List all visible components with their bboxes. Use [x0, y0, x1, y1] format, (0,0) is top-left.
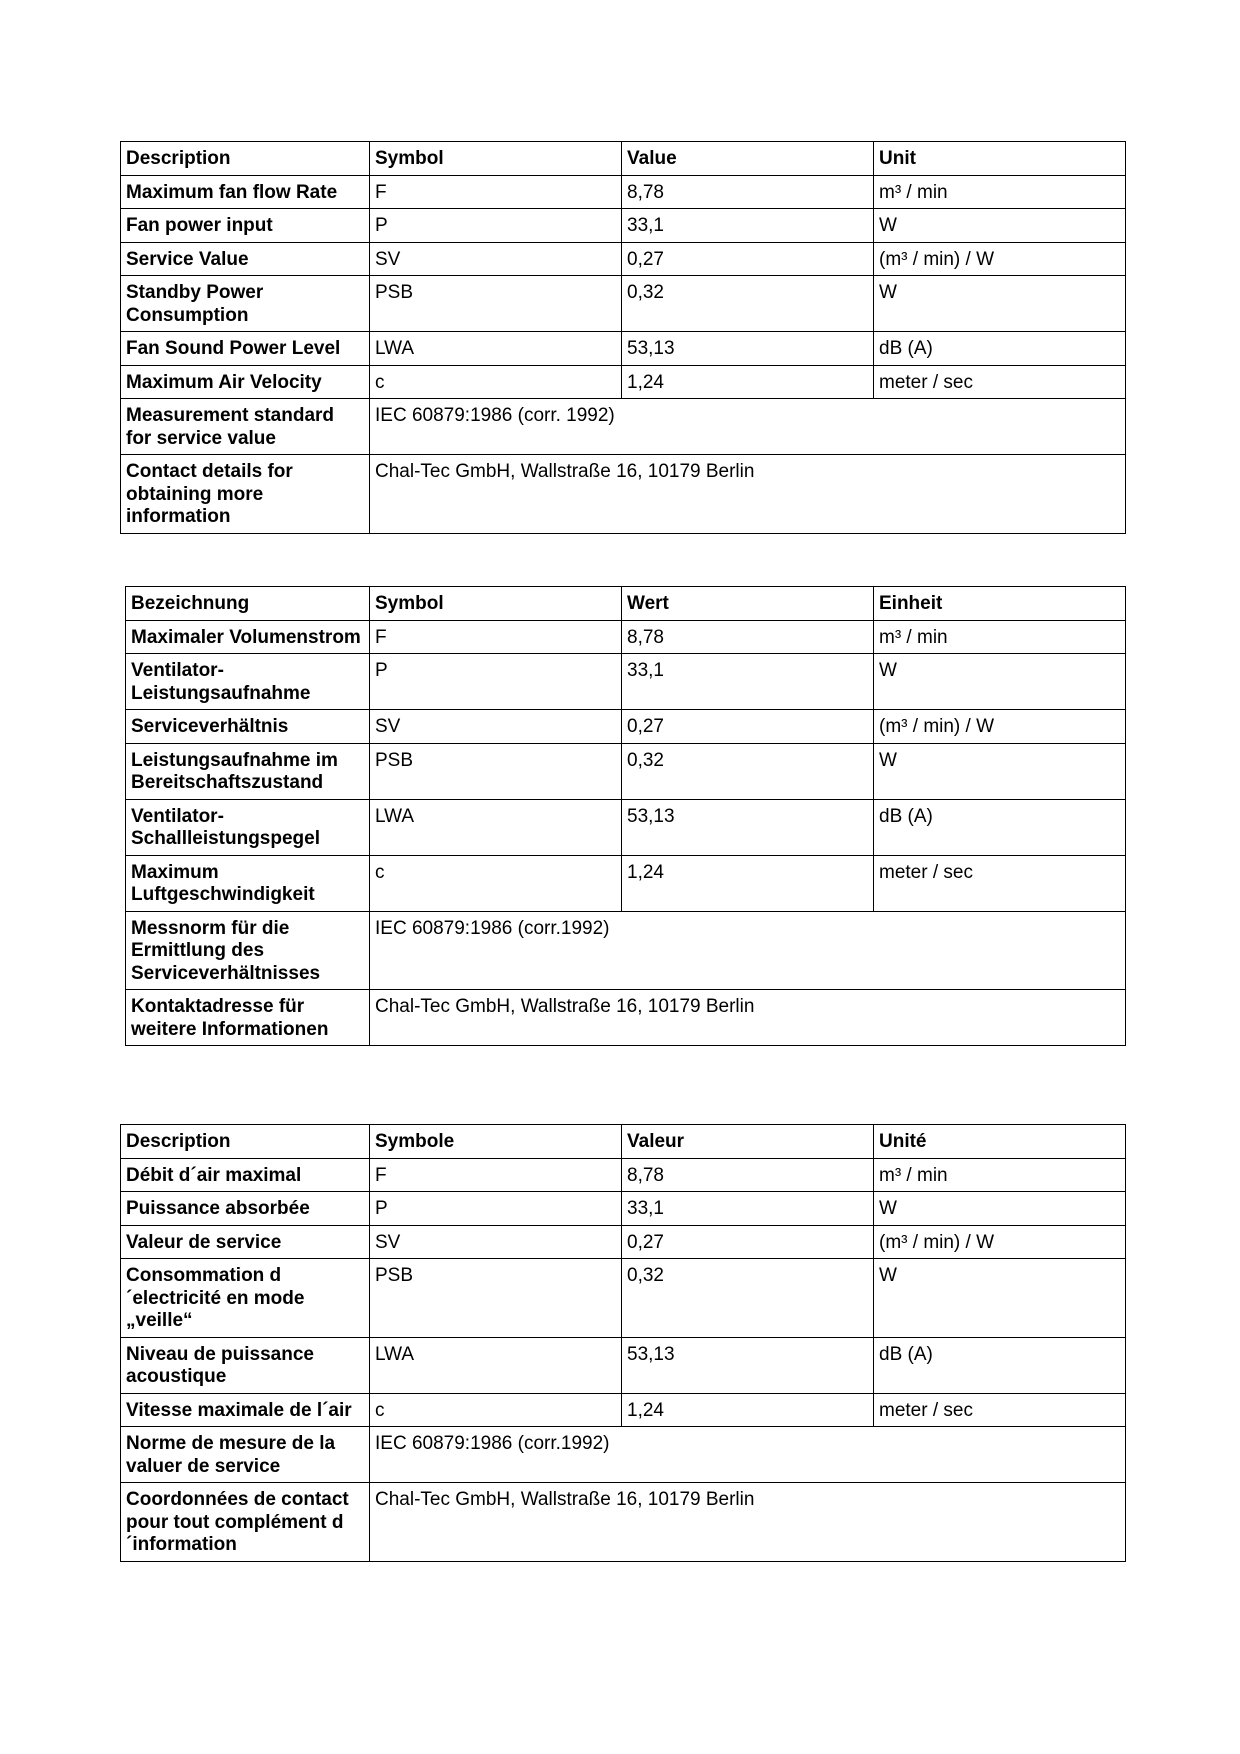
table-row — [126, 654, 1126, 710]
table-row — [121, 1225, 1126, 1259]
row-unit: meter / sec — [874, 855, 1126, 911]
table-row — [126, 710, 1126, 744]
table-row — [121, 1192, 1126, 1226]
header-value: Value — [622, 142, 874, 176]
row-value: 53,13 — [622, 799, 874, 855]
row-symbol: LWA — [370, 799, 622, 855]
row-unit: W — [874, 276, 1126, 332]
row-symbol: F — [370, 620, 622, 654]
row-label: Kontaktadresse für weitere Informationen — [126, 990, 370, 1046]
row-label: Vitesse maximale de l´air — [121, 1393, 370, 1427]
row-merged-value: Chal-Tec GmbH, Wallstraße 16, 10179 Berlin — [370, 455, 1126, 534]
header-value: Valeur — [622, 1125, 874, 1159]
row-symbol: P — [370, 209, 622, 243]
header-description: Bezeichnung — [126, 587, 370, 621]
row-symbol: LWA — [370, 332, 622, 366]
table-row-span — [126, 911, 1126, 990]
row-value: 0,27 — [622, 1225, 874, 1259]
spec-table-german — [125, 586, 1126, 1046]
row-value: 0,32 — [622, 1259, 874, 1338]
row-unit: W — [874, 1192, 1126, 1226]
row-unit: (m³ / min) / W — [874, 242, 1126, 276]
row-label: Niveau de puissance acoustique — [121, 1337, 370, 1393]
row-label: Leistungsaufnahme im Bereitschaftszustand — [126, 743, 370, 799]
row-label: Messnorm für die Ermittlung des Serviceverhältnisses — [126, 911, 370, 990]
row-merged-value: IEC 60879:1986 (corr. 1992) — [370, 399, 1126, 455]
table-row-span — [126, 990, 1126, 1046]
row-label: Débit d´air maximal — [121, 1158, 370, 1192]
row-label: Ventilator-Schallleistungspegel — [126, 799, 370, 855]
row-merged-value: Chal-Tec GmbH, Wallstraße 16, 10179 Berlin — [370, 990, 1126, 1046]
row-merged-value: IEC 60879:1986 (corr.1992) — [370, 911, 1126, 990]
row-value: 0,32 — [622, 743, 874, 799]
table-row — [121, 1158, 1126, 1192]
header-unit: Unité — [874, 1125, 1126, 1159]
row-value: 0,27 — [622, 242, 874, 276]
table-row — [121, 1259, 1126, 1338]
row-label: Maximaler Volumenstrom — [126, 620, 370, 654]
row-unit: W — [874, 654, 1126, 710]
table-row — [121, 332, 1126, 366]
row-value: 33,1 — [622, 654, 874, 710]
row-symbol: P — [370, 654, 622, 710]
table-row — [121, 1393, 1126, 1427]
row-symbol: LWA — [370, 1337, 622, 1393]
row-symbol: PSB — [370, 276, 622, 332]
row-label: Ventilator-Leistungsaufnahme — [126, 654, 370, 710]
row-symbol: SV — [370, 242, 622, 276]
row-symbol: F — [370, 1158, 622, 1192]
row-symbol: F — [370, 175, 622, 209]
row-unit: meter / sec — [874, 365, 1126, 399]
row-symbol: SV — [370, 710, 622, 744]
row-value: 0,27 — [622, 710, 874, 744]
header-symbol: Symbole — [370, 1125, 622, 1159]
row-symbol: PSB — [370, 1259, 622, 1338]
table-row — [121, 365, 1126, 399]
header-symbol: Symbol — [370, 142, 622, 176]
row-value: 8,78 — [622, 1158, 874, 1192]
row-value: 1,24 — [622, 1393, 874, 1427]
row-label: Measurement standard for service value — [121, 399, 370, 455]
header-row — [126, 587, 1126, 621]
row-label: Service Value — [121, 242, 370, 276]
row-merged-value: Chal-Tec GmbH, Wallstraße 16, 10179 Berlin — [370, 1483, 1126, 1562]
header-row — [121, 142, 1126, 176]
row-label: Consommation d´electricité en mode „veille“ — [121, 1259, 370, 1338]
table-row — [126, 620, 1126, 654]
row-unit: (m³ / min) / W — [874, 1225, 1126, 1259]
row-unit: (m³ / min) / W — [874, 710, 1126, 744]
row-unit: meter / sec — [874, 1393, 1126, 1427]
row-value: 1,24 — [622, 855, 874, 911]
table-row-span — [121, 399, 1126, 455]
row-label: Norme de mesure de la valuer de service — [121, 1427, 370, 1483]
row-label: Fan Sound Power Level — [121, 332, 370, 366]
row-label: Maximum Air Velocity — [121, 365, 370, 399]
row-unit: W — [874, 743, 1126, 799]
row-label: Valeur de service — [121, 1225, 370, 1259]
row-value: 8,78 — [622, 620, 874, 654]
row-label: Serviceverhältnis — [126, 710, 370, 744]
table-row — [121, 175, 1126, 209]
row-symbol: c — [370, 365, 622, 399]
row-label: Fan power input — [121, 209, 370, 243]
row-unit: dB (A) — [874, 799, 1126, 855]
table-row — [121, 276, 1126, 332]
row-value: 53,13 — [622, 1337, 874, 1393]
row-unit: dB (A) — [874, 332, 1126, 366]
row-label: Maximum Luftgeschwindigkeit — [126, 855, 370, 911]
table-row-span — [121, 1483, 1126, 1562]
row-unit: W — [874, 1259, 1126, 1338]
row-value: 1,24 — [622, 365, 874, 399]
row-symbol: SV — [370, 1225, 622, 1259]
row-label: Standby Power Consumption — [121, 276, 370, 332]
row-unit: m³ / min — [874, 620, 1126, 654]
table-row — [121, 1337, 1126, 1393]
row-unit: m³ / min — [874, 1158, 1126, 1192]
row-symbol: c — [370, 855, 622, 911]
table-row — [121, 209, 1126, 243]
header-description: Description — [121, 142, 370, 176]
row-label: Puissance absorbée — [121, 1192, 370, 1226]
row-symbol: P — [370, 1192, 622, 1226]
row-merged-value: IEC 60879:1986 (corr.1992) — [370, 1427, 1126, 1483]
row-unit: dB (A) — [874, 1337, 1126, 1393]
row-label: Maximum fan flow Rate — [121, 175, 370, 209]
row-symbol: c — [370, 1393, 622, 1427]
header-unit: Unit — [874, 142, 1126, 176]
row-unit: m³ / min — [874, 175, 1126, 209]
table-row-span — [121, 1427, 1126, 1483]
row-symbol: PSB — [370, 743, 622, 799]
row-value: 33,1 — [622, 1192, 874, 1226]
row-unit: W — [874, 209, 1126, 243]
spec-table-english — [120, 141, 1126, 534]
header-value: Wert — [622, 587, 874, 621]
row-value: 53,13 — [622, 332, 874, 366]
row-label: Coordonnées de contact pour tout complément d´information — [121, 1483, 370, 1562]
row-value: 0,32 — [622, 276, 874, 332]
table-row — [126, 743, 1126, 799]
header-description: Description — [121, 1125, 370, 1159]
spec-table-french — [120, 1124, 1126, 1562]
table-row — [121, 242, 1126, 276]
table-row — [126, 799, 1126, 855]
table-row — [126, 855, 1126, 911]
row-value: 33,1 — [622, 209, 874, 243]
header-unit: Einheit — [874, 587, 1126, 621]
table-row-span — [121, 455, 1126, 534]
row-label: Contact details for obtaining more information — [121, 455, 370, 534]
header-row — [121, 1125, 1126, 1159]
row-value: 8,78 — [622, 175, 874, 209]
header-symbol: Symbol — [370, 587, 622, 621]
